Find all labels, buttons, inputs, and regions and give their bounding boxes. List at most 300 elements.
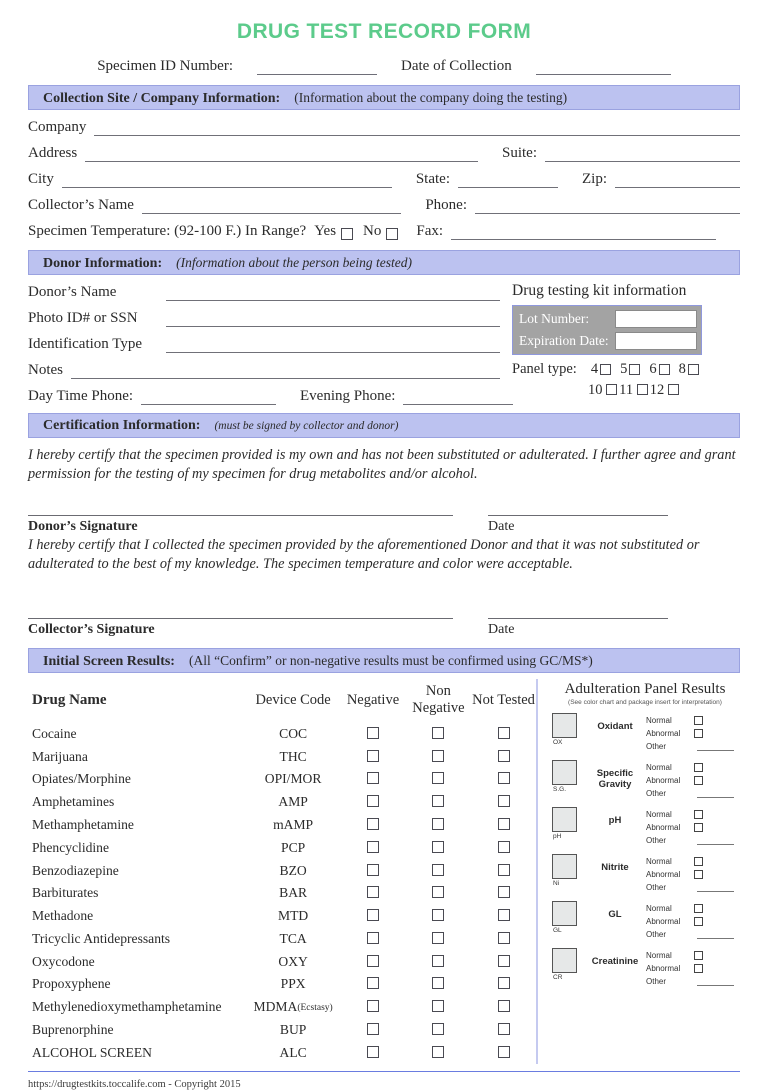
panel-option-4-checkbox[interactable]: [600, 364, 611, 375]
abnormal-checkbox[interactable]: [694, 917, 703, 926]
in-range-yes-checkbox[interactable]: [341, 228, 353, 240]
suite-label: Suite:: [501, 145, 537, 161]
abnormal-label: Abnormal: [646, 964, 681, 974]
not-tested-checkbox[interactable]: [498, 977, 510, 989]
other-option: [646, 834, 740, 847]
negative-checkbox[interactable]: [367, 772, 379, 784]
table-row: [28, 836, 536, 859]
non-negative-cell: [406, 745, 471, 768]
non-negative-cell: [406, 1041, 471, 1064]
device-code-text: BZO: [279, 862, 307, 878]
table-row: [28, 1041, 536, 1064]
suite-input[interactable]: [545, 146, 740, 162]
negative-checkbox[interactable]: [367, 1000, 379, 1012]
city-input[interactable]: [62, 172, 392, 188]
panel-option-12-checkbox[interactable]: [668, 384, 679, 395]
other-label: Other: [646, 836, 667, 846]
abnormal-checkbox[interactable]: [694, 776, 703, 785]
not-tested-checkbox[interactable]: [498, 864, 510, 876]
negative-checkbox[interactable]: [367, 750, 379, 762]
not-tested-cell: [471, 814, 536, 837]
non-negative-cell: [406, 1019, 471, 1042]
table-row: [28, 996, 536, 1019]
notes-row: [28, 362, 500, 379]
color-swatch: [552, 807, 577, 832]
adulteration-item-name: Nitrite: [601, 862, 629, 874]
evening-phone-input[interactable]: [403, 389, 513, 405]
not-tested-cell: [471, 950, 536, 973]
negative-cell: [340, 859, 405, 882]
drug-name-cell: Propoxyphene: [32, 976, 111, 992]
not-tested-checkbox[interactable]: [498, 818, 510, 830]
device-code-text: OPI/MOR: [264, 771, 322, 787]
certification-note: (must be signed by collector and donor): [214, 420, 399, 432]
address-row: [28, 145, 740, 162]
adulteration-item-name: pH: [608, 815, 622, 827]
adulteration-panel: [538, 679, 740, 1064]
collector-date-line[interactable]: [488, 617, 668, 619]
collector-name-label: Collector’s Name: [28, 197, 134, 213]
day-phone-label: Day Time Phone:: [28, 388, 134, 404]
swatch-abbr-label: CR: [553, 974, 563, 982]
other-input[interactable]: [697, 884, 734, 892]
device-code-text: PPX: [280, 976, 306, 992]
not-tested-cell: [471, 927, 536, 950]
non-negative-cell: [406, 973, 471, 996]
normal-label: Normal: [646, 763, 672, 773]
negative-cell: [340, 905, 405, 928]
drug-name-cell: Marijuana: [32, 748, 88, 764]
negative-cell: [340, 1019, 405, 1042]
address-label: Address: [28, 145, 78, 161]
device-code-cell: [246, 905, 340, 928]
device-code-text: THC: [279, 748, 307, 764]
panel-option-11-label: 11: [619, 382, 634, 398]
abnormal-checkbox[interactable]: [694, 870, 703, 879]
normal-option: [646, 949, 740, 962]
adulteration-options: [646, 948, 740, 988]
other-option: [646, 740, 740, 753]
negative-cell: [340, 836, 405, 859]
not-tested-checkbox[interactable]: [498, 886, 510, 898]
identification-type-label: Identification Type: [28, 336, 143, 352]
abnormal-label: Abnormal: [646, 917, 681, 927]
state-label: State:: [415, 171, 450, 187]
table-row: [28, 814, 536, 837]
specimen-header-row: [28, 58, 740, 75]
not-tested-cell: [471, 973, 536, 996]
other-option: [646, 975, 740, 988]
panel-option-11-checkbox[interactable]: [637, 384, 648, 395]
abnormal-checkbox[interactable]: [694, 823, 703, 832]
normal-checkbox[interactable]: [694, 763, 703, 772]
device-code-text: MTD: [278, 908, 309, 924]
swatch-abbr-label: GL: [553, 927, 562, 935]
collection-site-note: (Information about the company doing the testing): [294, 90, 568, 105]
negative-checkbox[interactable]: [367, 955, 379, 967]
negative-cell: [340, 768, 405, 791]
other-input[interactable]: [697, 931, 734, 939]
adulteration-item: [550, 807, 740, 847]
negative-checkbox[interactable]: [367, 932, 379, 944]
device-code-text: AMP: [278, 794, 308, 810]
swatch-wrap: [550, 760, 584, 793]
negative-checkbox[interactable]: [367, 795, 379, 807]
donor-signature-label: Donor’s Signature: [28, 518, 138, 534]
other-label: Other: [646, 789, 667, 799]
photo-id-input[interactable]: [166, 311, 500, 327]
drug-name-cell: Buprenorphine: [32, 1021, 114, 1037]
table-row: [28, 791, 536, 814]
kit-information-box: [512, 305, 702, 355]
donor-signature-labels: [28, 519, 740, 535]
adulteration-options: [646, 854, 740, 894]
swatch-abbr-label: Ni: [553, 880, 560, 888]
company-input[interactable]: [94, 120, 740, 136]
negative-checkbox[interactable]: [367, 1046, 379, 1058]
other-label: Other: [646, 930, 667, 940]
donor-name-label: Donor’s Name: [28, 284, 117, 300]
negative-checkbox[interactable]: [367, 886, 379, 898]
non-negative-cell: [406, 950, 471, 973]
day-phone-input[interactable]: [141, 389, 276, 405]
panel-option-6[interactable]: [649, 361, 669, 378]
normal-checkbox[interactable]: [694, 951, 703, 960]
not-tested-checkbox[interactable]: [498, 750, 510, 762]
panel-type-row-2: [512, 382, 740, 399]
not-tested-checkbox[interactable]: [498, 1023, 510, 1035]
zip-label: Zip:: [582, 171, 607, 187]
panel-option-12-label: 12: [649, 382, 665, 398]
not-tested-cell: [471, 722, 536, 745]
non-negative-cell: [406, 814, 471, 837]
non-negative-checkbox[interactable]: [432, 886, 444, 898]
phones-row: [28, 388, 500, 405]
collector-signature-line[interactable]: [28, 617, 453, 619]
lot-number-input[interactable]: [615, 310, 697, 328]
specimen-id-input[interactable]: [257, 60, 377, 75]
panel-option-11[interactable]: [619, 382, 648, 399]
negative-cell: [340, 973, 405, 996]
panel-option-8[interactable]: [679, 361, 699, 378]
panel-option-12[interactable]: [650, 382, 679, 399]
negative-cell: [340, 950, 405, 973]
table-row: [28, 927, 536, 950]
drug-name-cell: Benzodiazepine: [32, 862, 119, 878]
other-input[interactable]: [697, 790, 734, 798]
swatch-wrap: [550, 901, 584, 934]
panel-type-label: Panel type:: [512, 361, 577, 377]
not-tested-checkbox[interactable]: [498, 772, 510, 784]
negative-checkbox[interactable]: [367, 864, 379, 876]
panel-option-5-checkbox[interactable]: [629, 364, 640, 375]
panel-option-6-checkbox[interactable]: [659, 364, 670, 375]
non-negative-checkbox[interactable]: [432, 1000, 444, 1012]
swatch-abbr-label: S.G.: [553, 786, 567, 794]
drug-name-cell: Phencyclidine: [32, 839, 110, 855]
not-tested-checkbox[interactable]: [498, 1000, 510, 1012]
device-code-text: BAR: [279, 885, 308, 901]
non-negative-checkbox[interactable]: [432, 727, 444, 739]
expiration-date-row: [519, 331, 697, 350]
other-option: [646, 881, 740, 894]
address-input[interactable]: [85, 146, 478, 162]
device-code-text: MDMA: [253, 999, 298, 1015]
panel-option-10-checkbox[interactable]: [606, 384, 617, 395]
specimen-temperature-label: Specimen Temperature: (92-100 F.) In Range?: [28, 223, 307, 239]
fax-label: Fax:: [416, 223, 444, 239]
column-device-code: Device Code: [255, 691, 331, 708]
swatch-abbr-label: pH: [553, 833, 562, 841]
donor-certification-statement: I hereby certify that the specimen provided is my own and has not been substituted or adulterated. I further agree and grant permission for the testing of my specimen for drug metabolites and/or alcohol.: [28, 447, 736, 482]
not-tested-checkbox[interactable]: [498, 727, 510, 739]
other-input[interactable]: [697, 837, 734, 845]
non-negative-cell: [406, 768, 471, 791]
drug-name-cell: ALCOHOL SCREEN: [32, 1044, 152, 1060]
expiration-date-input[interactable]: [615, 332, 697, 350]
negative-cell: [340, 722, 405, 745]
specimen-temperature-row: [28, 223, 740, 240]
donor-name-input[interactable]: [166, 285, 500, 301]
negative-cell: [340, 882, 405, 905]
device-code-cell: [246, 722, 340, 745]
panel-option-8-checkbox[interactable]: [688, 364, 699, 375]
non-negative-cell: [406, 791, 471, 814]
abnormal-option: [646, 774, 740, 787]
device-code-text: BUP: [279, 1021, 307, 1037]
collector-name-row: [28, 197, 740, 214]
drug-name-cell: Amphetamines: [32, 794, 115, 810]
device-code-cell: [246, 927, 340, 950]
donor-date-line[interactable]: [488, 514, 668, 516]
non-negative-cell: [406, 905, 471, 928]
negative-checkbox[interactable]: [367, 818, 379, 830]
drug-name-cell: Oxycodone: [32, 953, 95, 969]
non-negative-checkbox[interactable]: [432, 772, 444, 784]
non-negative-checkbox[interactable]: [432, 841, 444, 853]
device-code-text: COC: [279, 725, 308, 741]
drug-name-cell: Methylenedioxymethamphetamine: [32, 999, 222, 1015]
non-negative-cell: [406, 996, 471, 1019]
device-code-cell: [246, 973, 340, 996]
donor-information-title: Donor Information:: [43, 256, 163, 271]
table-row: [28, 745, 536, 768]
donor-name-row: [28, 284, 500, 301]
abnormal-checkbox[interactable]: [694, 964, 703, 973]
drug-name-cell: Methamphetamine: [32, 816, 134, 832]
non-negative-checkbox[interactable]: [432, 750, 444, 762]
negative-cell: [340, 1041, 405, 1064]
not-tested-cell: [471, 882, 536, 905]
lot-number-row: [519, 309, 697, 328]
adulteration-options: [646, 713, 740, 753]
non-negative-cell: [406, 927, 471, 950]
negative-checkbox[interactable]: [367, 1023, 379, 1035]
donor-signature-rules: [28, 514, 740, 516]
kit-information-title: Drug testing kit information: [512, 282, 687, 299]
adulteration-item-name: Oxidant: [597, 721, 633, 733]
non-negative-checkbox[interactable]: [432, 795, 444, 807]
not-tested-cell: [471, 905, 536, 928]
table-row: [28, 859, 536, 882]
drug-name-cell: Methadone: [32, 908, 94, 924]
initial-screen-results-title: Initial Screen Results:: [43, 654, 175, 670]
non-negative-cell: [406, 859, 471, 882]
notes-label: Notes: [28, 362, 63, 378]
in-range-no-checkbox[interactable]: [386, 228, 398, 240]
adulteration-item: [550, 901, 740, 941]
zip-input[interactable]: [615, 172, 740, 188]
other-option: [646, 928, 740, 941]
phone-label: Phone:: [425, 197, 467, 213]
donor-information-section-header: [28, 250, 740, 275]
not-tested-checkbox[interactable]: [498, 795, 510, 807]
column-drug-name: Drug Name: [32, 691, 107, 708]
date-of-collection-input[interactable]: [536, 60, 671, 75]
abnormal-label: Abnormal: [646, 823, 681, 833]
notes-input[interactable]: [71, 363, 500, 379]
table-row: [28, 882, 536, 905]
abnormal-label: Abnormal: [646, 870, 681, 880]
other-input[interactable]: [697, 978, 734, 986]
normal-label: Normal: [646, 857, 672, 867]
table-row: [28, 768, 536, 791]
non-negative-checkbox[interactable]: [432, 1023, 444, 1035]
non-negative-checkbox[interactable]: [432, 909, 444, 921]
normal-checkbox[interactable]: [694, 716, 703, 725]
specimen-id-label: Specimen ID Number:: [97, 58, 233, 74]
donor-information-note: (Information about the person being tested): [176, 255, 412, 270]
collector-date-label: Date: [488, 622, 515, 638]
column-not-tested: Not Tested: [472, 691, 535, 708]
no-label: No: [363, 223, 382, 239]
not-tested-checkbox[interactable]: [498, 955, 510, 967]
adulteration-item-name: GL: [608, 909, 622, 921]
drug-name-cell: Opiates/Morphine: [32, 771, 131, 787]
normal-option: [646, 902, 740, 915]
device-code-cell: [246, 996, 340, 1019]
collection-site-section-header: [28, 85, 740, 110]
non-negative-checkbox[interactable]: [432, 864, 444, 876]
collector-signature-rules: [28, 617, 740, 619]
normal-option: [646, 714, 740, 727]
state-input[interactable]: [458, 172, 558, 188]
collection-site-title: Collection Site / Company Information:: [43, 91, 281, 106]
normal-label: Normal: [646, 716, 672, 726]
collector-signature-label: Collector’s Signature: [28, 622, 155, 638]
negative-checkbox[interactable]: [367, 727, 379, 739]
normal-option: [646, 855, 740, 868]
adulteration-options: [646, 807, 740, 847]
abnormal-option: [646, 962, 740, 975]
normal-label: Normal: [646, 810, 672, 820]
abnormal-option: [646, 915, 740, 928]
normal-checkbox[interactable]: [694, 810, 703, 819]
panel-option-4[interactable]: [591, 361, 611, 378]
swatch-wrap: [550, 854, 584, 887]
panel-option-10[interactable]: [588, 382, 617, 399]
abnormal-checkbox[interactable]: [694, 729, 703, 738]
swatch-wrap: [550, 713, 584, 746]
normal-checkbox[interactable]: [694, 857, 703, 866]
photo-id-label: Photo ID# or SSN: [28, 310, 138, 326]
adulteration-options: [646, 901, 740, 941]
table-row: [28, 722, 536, 745]
fax-input[interactable]: [451, 224, 716, 240]
panel-option-4-label: 4: [590, 361, 599, 377]
device-code-text: TCA: [279, 930, 307, 946]
drug-name-cell: Tricyclic Antidepressants: [32, 930, 171, 946]
color-swatch: [552, 901, 577, 926]
certification-section-header: [28, 413, 740, 438]
identification-type-input[interactable]: [166, 337, 500, 353]
results-and-adulteration: [28, 679, 740, 1064]
abnormal-label: Abnormal: [646, 729, 681, 739]
footer-divider: [28, 1071, 740, 1072]
not-tested-checkbox[interactable]: [498, 1046, 510, 1058]
panel-option-5-label: 5: [620, 361, 628, 377]
non-negative-checkbox[interactable]: [432, 955, 444, 967]
negative-checkbox[interactable]: [367, 841, 379, 853]
panel-option-10-label: 10: [588, 382, 603, 398]
negative-checkbox[interactable]: [367, 909, 379, 921]
other-label: Other: [646, 742, 667, 752]
adulteration-item: [550, 713, 740, 753]
drug-name-cell: Barbiturates: [32, 885, 99, 901]
other-label: Other: [646, 977, 667, 987]
normal-checkbox[interactable]: [694, 904, 703, 913]
panel-option-5[interactable]: [620, 361, 640, 378]
table-row: [28, 950, 536, 973]
not-tested-checkbox[interactable]: [498, 932, 510, 944]
device-code-cell: [246, 1019, 340, 1042]
abnormal-option: [646, 727, 740, 740]
date-of-collection-label: Date of Collection: [401, 58, 512, 74]
non-negative-checkbox[interactable]: [432, 932, 444, 944]
phone-input[interactable]: [475, 198, 740, 214]
other-input[interactable]: [697, 743, 734, 751]
non-negative-checkbox[interactable]: [432, 1046, 444, 1058]
device-code-cell: [246, 1041, 340, 1064]
adulteration-item: [550, 854, 740, 894]
non-negative-checkbox[interactable]: [432, 818, 444, 830]
collector-name-input[interactable]: [142, 198, 401, 214]
table-row: [28, 973, 536, 996]
adulteration-items: [550, 713, 740, 988]
non-negative-checkbox[interactable]: [432, 977, 444, 989]
non-negative-cell: [406, 836, 471, 859]
non-negative-cell: [406, 882, 471, 905]
column-non-negative: Non Negative: [412, 683, 465, 717]
donor-block: [28, 275, 740, 405]
table-header-row: [28, 679, 536, 722]
not-tested-checkbox[interactable]: [498, 841, 510, 853]
negative-checkbox[interactable]: [367, 977, 379, 989]
initial-screen-results-note: (All “Confirm” or non-negative results must be confirmed using GC/MS*): [188, 653, 593, 669]
negative-cell: [340, 745, 405, 768]
adulteration-item: [550, 948, 740, 988]
device-code-text: OXY: [278, 953, 308, 969]
not-tested-cell: [471, 1041, 536, 1064]
yes-label: Yes: [314, 223, 337, 239]
drug-results-table-container: [28, 679, 538, 1064]
not-tested-checkbox[interactable]: [498, 909, 510, 921]
normal-label: Normal: [646, 904, 672, 914]
adulteration-panel-title: Adulteration Panel Results: [564, 681, 726, 698]
drug-name-cell: Cocaine: [32, 725, 77, 741]
footer-text: https://drugtestkits.toccalife.com - Copyright 2015: [28, 1079, 241, 1090]
donor-signature-line[interactable]: [28, 514, 453, 516]
